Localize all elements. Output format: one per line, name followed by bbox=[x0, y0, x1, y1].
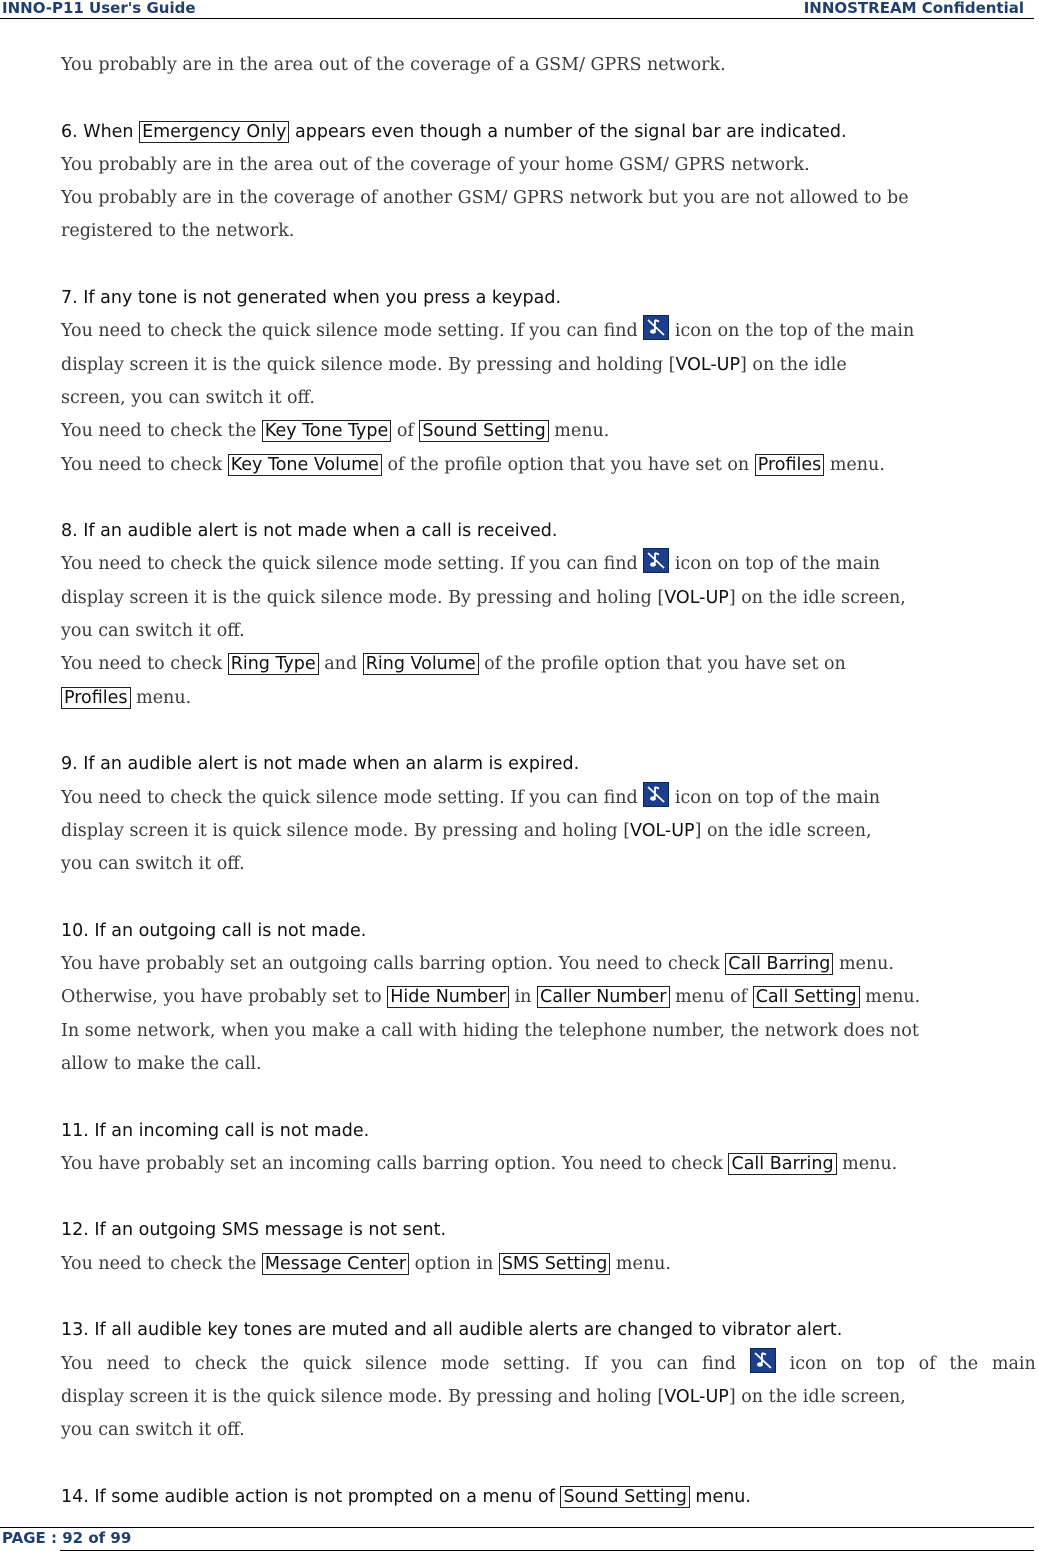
quick-silence-icon bbox=[750, 1348, 776, 1373]
intro-line: You probably are in the area out of the coverage of a GSM/ GPRS network. bbox=[61, 55, 726, 75]
section-13-justified-line bbox=[61, 1348, 1036, 1381]
section-9-line: You need to check the quick silence mode setting. If you can find icon on top of the main bbox=[61, 782, 1036, 815]
word: need bbox=[106, 1353, 150, 1374]
section-8-line: you can switch it off. bbox=[61, 621, 245, 642]
section-8-line: You need to check the quick silence mode setting. If you can find icon on top of the main bbox=[61, 548, 1036, 581]
word: silence bbox=[365, 1353, 428, 1374]
page-number: PAGE : 92 of 99 bbox=[2, 1529, 132, 1547]
section-10-line: You have probably set an outgoing calls barring option. You need to check Call Barring menu. bbox=[61, 954, 894, 975]
section-11-heading: 11. If an incoming call is not made. bbox=[61, 1120, 370, 1141]
quick-silence-icon bbox=[643, 782, 669, 807]
section-8-heading: 8. If an audible alert is not made when a call is received. bbox=[61, 521, 558, 542]
section-9-heading: 9. If an audible alert is not made when an alarm is expired. bbox=[61, 754, 580, 775]
message-center-label: Message Center bbox=[262, 1253, 409, 1275]
section-7-line: You need to check Key Tone Volume of the profile option that you have set on Profiles menu. bbox=[61, 454, 885, 475]
word: quick bbox=[302, 1353, 352, 1374]
section-12-line: You need to check the Message Center option in SMS Setting menu. bbox=[61, 1253, 671, 1274]
vol-up-key: VOL-UP bbox=[675, 354, 741, 375]
section-8-line: You need to check Ring Type and Ring Volume of the profile option that you have set on bbox=[61, 654, 846, 675]
word: find bbox=[701, 1353, 737, 1374]
header-confidential: INNOSTREAM Confidential bbox=[803, 0, 1024, 17]
section-7-line: You need to check the Key Tone Type of Sound Setting menu. bbox=[61, 421, 610, 442]
emergency-only-label: Emergency Only bbox=[139, 121, 289, 143]
section-6-line: You probably are in the coverage of another GSM/ GPRS network but you are not allowed to be bbox=[61, 188, 909, 209]
word: of bbox=[918, 1353, 936, 1374]
header-guide-title: INNO-P11 User's Guide bbox=[2, 0, 196, 17]
quick-silence-icon bbox=[643, 315, 669, 340]
section-13-line: you can switch it off. bbox=[61, 1420, 245, 1441]
call-setting-label: Call Setting bbox=[753, 986, 860, 1008]
section-8-line: Profiles menu. bbox=[61, 682, 1036, 715]
word: the bbox=[949, 1353, 979, 1374]
word: mode bbox=[440, 1353, 490, 1374]
section-7-line: screen, you can switch it off. bbox=[61, 387, 315, 408]
section-10-line: Otherwise, you have probably set to Hide Number in Caller Number menu of Call Setting menu. bbox=[61, 987, 921, 1008]
section-10-line: allow to make the call. bbox=[61, 1053, 262, 1074]
vol-up-key: VOL-UP bbox=[664, 587, 729, 608]
section-11-line: You have probably set an incoming calls barring option. You need to check Call Barring menu. bbox=[61, 1153, 898, 1174]
page-header bbox=[0, 0, 1034, 19]
hide-number-label: Hide Number bbox=[387, 986, 509, 1008]
section-8-line: display screen it is the quick silence mode. By pressing and holing [VOL-UP] on the idle screen, bbox=[61, 587, 906, 608]
caller-number-label: Caller Number bbox=[537, 986, 670, 1008]
key-tone-volume-label: Key Tone Volume bbox=[228, 454, 382, 476]
quick-silence-icon bbox=[643, 548, 669, 573]
key-tone-type-label: Key Tone Type bbox=[262, 420, 391, 442]
word: If bbox=[584, 1353, 598, 1374]
sms-setting-label: SMS Setting bbox=[499, 1253, 611, 1275]
section-9-line: you can switch it off. bbox=[61, 854, 245, 875]
word: you bbox=[611, 1353, 643, 1374]
section-10-line: In some network, when you make a call with hiding the telephone number, the network does not bbox=[61, 1020, 919, 1041]
word: can bbox=[656, 1353, 689, 1374]
section-7-line: display screen it is the quick silence mode. By pressing and holding [VOL-UP] on the idle bbox=[61, 354, 847, 375]
profiles-label: Profiles bbox=[61, 687, 131, 709]
ring-volume-label: Ring Volume bbox=[363, 653, 479, 675]
page-footer bbox=[0, 1527, 1034, 1550]
profiles-label: Profiles bbox=[755, 454, 825, 476]
section-7-line: You need to check the quick silence mode setting. If you can find icon on the top of the main bbox=[61, 315, 1036, 348]
word: the bbox=[260, 1353, 290, 1374]
sound-setting-label: Sound Setting bbox=[560, 1486, 689, 1508]
word: icon bbox=[789, 1353, 827, 1374]
section-9-line: display screen it is quick silence mode. By pressing and holing [VOL-UP] on the idle screen, bbox=[61, 820, 872, 841]
word: You bbox=[61, 1353, 93, 1374]
section-14-heading: 14. If some audible action is not prompted on a menu of Sound Setting menu. bbox=[61, 1486, 751, 1507]
section-12-heading: 12. If an outgoing SMS message is not sent. bbox=[61, 1220, 447, 1241]
section-6-heading: 6. When Emergency Only appears even though a number of the signal bar are indicated. bbox=[61, 121, 847, 142]
word: top bbox=[876, 1353, 905, 1374]
sound-setting-label: Sound Setting bbox=[419, 420, 548, 442]
section-6-line: You probably are in the area out of the coverage of your home GSM/ GPRS network. bbox=[61, 154, 810, 175]
ring-type-label: Ring Type bbox=[228, 653, 319, 675]
call-barring-label: Call Barring bbox=[725, 953, 833, 975]
section-13-line: display screen it is the quick silence mode. By pressing and holing [VOL-UP] on the idle screen, bbox=[61, 1386, 906, 1407]
word: on bbox=[840, 1353, 863, 1374]
word: setting. bbox=[503, 1353, 571, 1374]
vol-up-key: VOL-UP bbox=[664, 1386, 729, 1407]
word: check bbox=[194, 1353, 247, 1374]
call-barring-label: Call Barring bbox=[728, 1153, 836, 1175]
word: main bbox=[991, 1353, 1036, 1374]
vol-up-key: VOL-UP bbox=[630, 820, 695, 841]
section-13-heading: 13. If all audible key tones are muted and all audible alerts are changed to vibrator alert. bbox=[61, 1320, 843, 1341]
word: to bbox=[163, 1353, 182, 1374]
section-7-heading: 7. If any tone is not generated when you press a keypad. bbox=[61, 288, 562, 309]
document-body bbox=[61, 49, 1036, 1514]
section-6-line: registered to the network. bbox=[61, 221, 295, 242]
section-10-heading: 10. If an outgoing call is not made. bbox=[61, 920, 367, 941]
